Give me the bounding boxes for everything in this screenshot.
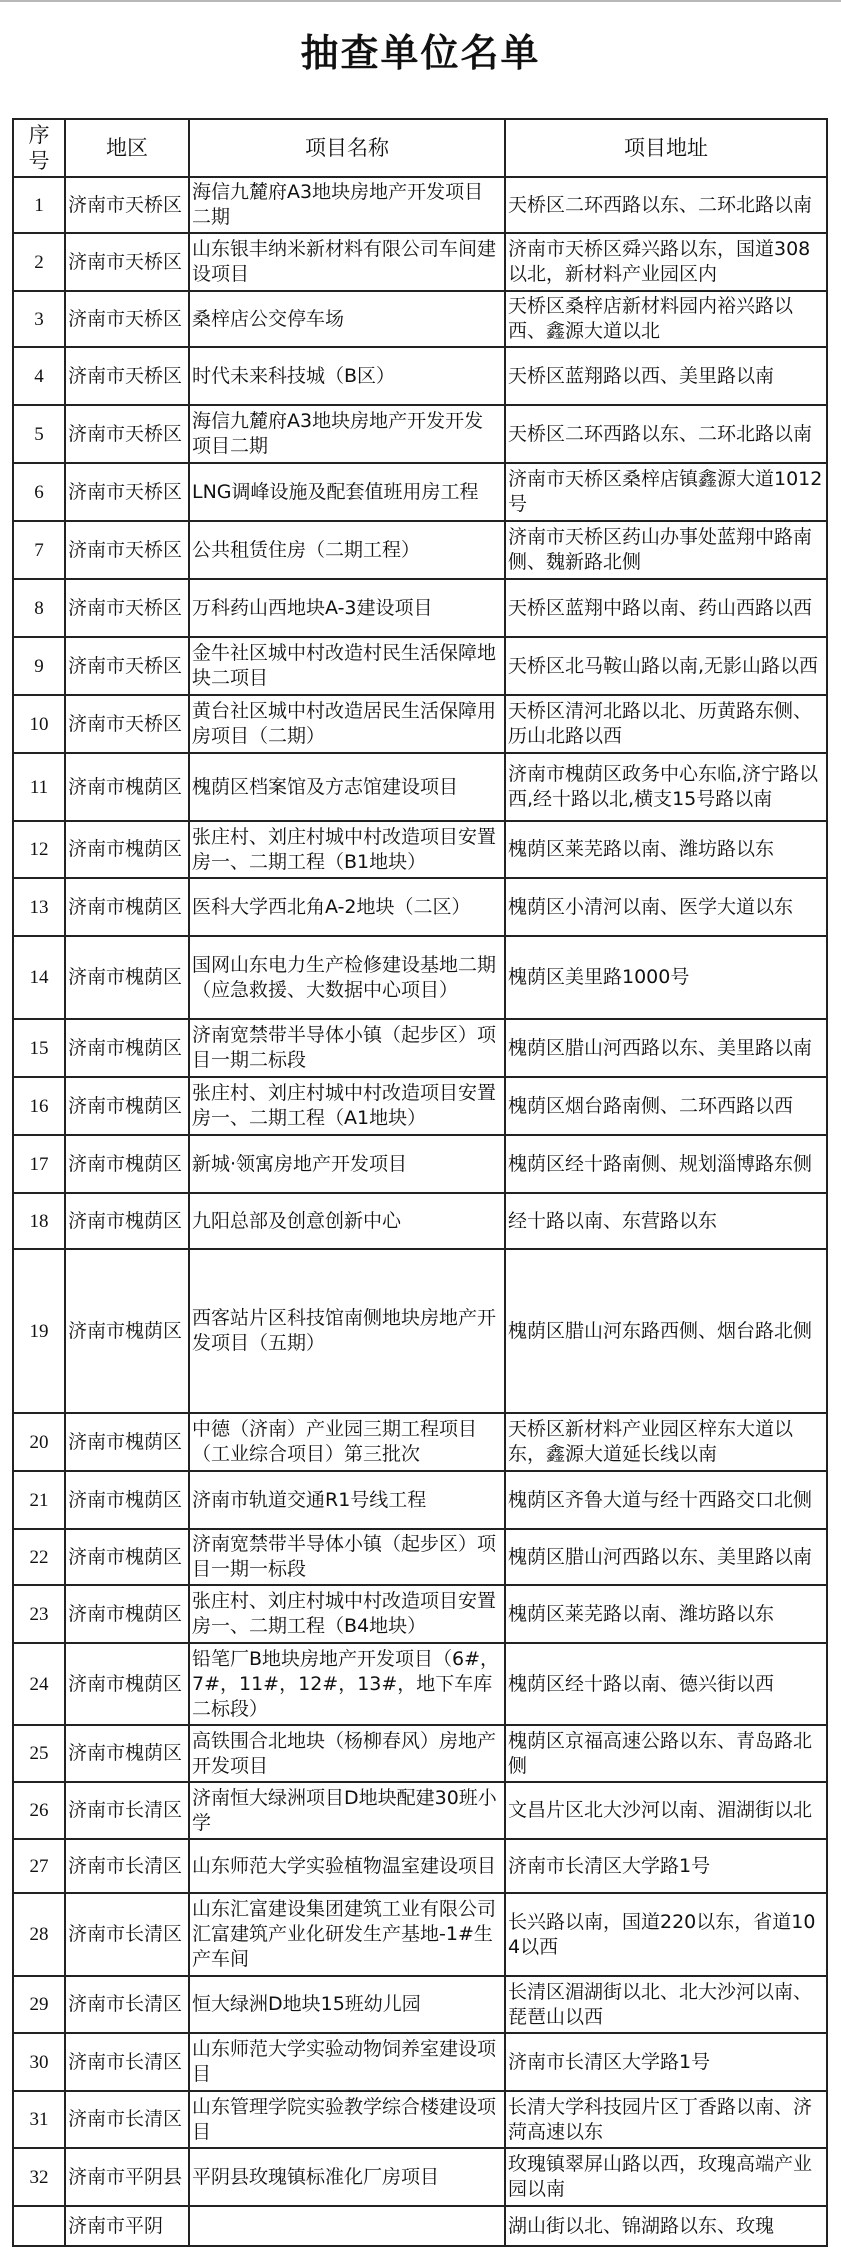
row-project-name	[189, 2206, 505, 2246]
row-region: 济南市槐荫区	[65, 1019, 189, 1077]
row-project-name: 黄台社区城中村改造居民生活保障用房项目（二期）	[189, 695, 505, 753]
row-index: 19	[13, 1249, 65, 1413]
table-row	[13, 1019, 827, 1077]
header-index-label: 序号	[28, 123, 50, 173]
row-project-address: 天桥区新材料产业园区梓东大道以东，鑫源大道延长线以南	[505, 1413, 827, 1471]
row-project-address: 湖山街以北、锦湖路以东、玫瑰	[505, 2206, 827, 2246]
table-row	[13, 1839, 827, 1893]
row-project-address: 槐荫区莱芜路以南、潍坊路以东	[505, 1585, 827, 1643]
table-row	[13, 637, 827, 695]
row-region: 济南市槐荫区	[65, 1585, 189, 1643]
row-project-address: 长清大学科技园片区丁香路以南、济菏高速以东	[505, 2091, 827, 2148]
row-region: 济南市槐荫区	[65, 878, 189, 936]
row-project-address: 天桥区二环西路以东、二环北路以南	[505, 177, 827, 233]
row-project-name: 张庄村、刘庄村城中村改造项目安置房一、二期工程（B4地块）	[189, 1585, 505, 1643]
row-region: 济南市平阴县	[65, 2148, 189, 2206]
table-row	[13, 291, 827, 347]
row-project-address: 济南市天桥区舜兴路以东，国道308以北，新材料产业园区内	[505, 233, 827, 291]
row-project-name: 国网山东电力生产检修建设基地二期（应急救援、大数据中心项目）	[189, 936, 505, 1019]
row-project-name: 万科药山西地块A-3建设项目	[189, 579, 505, 637]
table-row	[13, 2033, 827, 2091]
row-region: 济南市槐荫区	[65, 1413, 189, 1471]
table-row	[13, 405, 827, 463]
row-project-name: 张庄村、刘庄村城中村改造项目安置房一、二期工程（A1地块）	[189, 1077, 505, 1135]
row-region: 济南市槐荫区	[65, 1471, 189, 1529]
row-project-name: 中德（济南）产业园三期工程项目（工业综合项目）第三批次	[189, 1413, 505, 1471]
table-row	[13, 1413, 827, 1471]
row-region: 济南市天桥区	[65, 695, 189, 753]
table-row	[13, 1893, 827, 1976]
row-project-address: 天桥区北马鞍山路以南,无影山路以西	[505, 637, 827, 695]
row-region: 济南市槐荫区	[65, 1725, 189, 1782]
row-region: 济南市槐荫区	[65, 936, 189, 1019]
row-project-name: 高铁围合北地块（杨柳春风）房地产开发项目	[189, 1725, 505, 1782]
row-index: 14	[13, 936, 65, 1019]
table-row	[13, 1471, 827, 1529]
row-project-name: 槐荫区档案馆及方志馆建设项目	[189, 753, 505, 821]
row-region: 济南市平阴	[65, 2206, 189, 2246]
table-row	[13, 821, 827, 878]
table-row	[13, 2206, 827, 2246]
row-project-address: 天桥区蓝翔中路以南、药山西路以西	[505, 579, 827, 637]
row-region: 济南市槐荫区	[65, 821, 189, 878]
row-index: 28	[13, 1893, 65, 1976]
row-region: 济南市槐荫区	[65, 1643, 189, 1725]
row-project-address: 济南市槐荫区政务中心东临,济宁路以西,经十路以北,横支15号路以南	[505, 753, 827, 821]
table-row	[13, 1585, 827, 1643]
row-index: 30	[13, 2033, 65, 2091]
row-index	[13, 2206, 65, 2246]
header-index	[13, 119, 65, 177]
row-project-name: 九阳总部及创意创新中心	[189, 1193, 505, 1249]
row-index: 15	[13, 1019, 65, 1077]
inspection-list-table	[12, 118, 828, 2247]
row-index: 11	[13, 753, 65, 821]
table-row	[13, 2148, 827, 2206]
table-row	[13, 878, 827, 936]
row-region: 济南市长清区	[65, 1976, 189, 2033]
row-index: 32	[13, 2148, 65, 2206]
row-project-address: 济南市天桥区桑梓店镇鑫源大道1012号	[505, 463, 827, 521]
row-region: 济南市长清区	[65, 2091, 189, 2148]
row-region: 济南市天桥区	[65, 233, 189, 291]
row-project-address: 济南市长清区大学路1号	[505, 2033, 827, 2091]
row-project-name: 济南宽禁带半导体小镇（起步区）项目一期一标段	[189, 1529, 505, 1585]
row-project-name: 公共租赁住房（二期工程）	[189, 521, 505, 579]
row-project-address: 槐荫区京福高速公路以东、青岛路北侧	[505, 1725, 827, 1782]
row-project-name: 金牛社区城中村改造村民生活保障地块二项目	[189, 637, 505, 695]
row-project-address: 长清区湄湖街以北、北大沙河以南、琵琶山以西	[505, 1976, 827, 2033]
row-index: 5	[13, 405, 65, 463]
row-project-address: 槐荫区腊山河东路西侧、烟台路北侧	[505, 1249, 827, 1413]
table-row	[13, 1135, 827, 1193]
table-row	[13, 347, 827, 405]
row-region: 济南市槐荫区	[65, 1135, 189, 1193]
row-index: 22	[13, 1529, 65, 1585]
row-index: 12	[13, 821, 65, 878]
row-project-address: 长兴路以南，国道220以东，省道104以西	[505, 1893, 827, 1976]
table-row	[13, 1249, 827, 1413]
table-row	[13, 1725, 827, 1782]
row-project-name: 山东师范大学实验植物温室建设项目	[189, 1839, 505, 1893]
row-project-name: 恒大绿洲D地块15班幼儿园	[189, 1976, 505, 2033]
row-region: 济南市长清区	[65, 1893, 189, 1976]
row-index: 20	[13, 1413, 65, 1471]
row-project-address: 济南市长清区大学路1号	[505, 1839, 827, 1893]
row-project-name: 铅笔厂B地块房地产开发项目（6#，7#，11#，12#，13#，地下车库二标段）	[189, 1643, 505, 1725]
row-project-name: 张庄村、刘庄村城中村改造项目安置房一、二期工程（B1地块）	[189, 821, 505, 878]
row-project-address: 天桥区清河北路以北、历黄路东侧、历山北路以西	[505, 695, 827, 753]
row-index: 23	[13, 1585, 65, 1643]
table-header-row	[13, 119, 827, 177]
row-index: 1	[13, 177, 65, 233]
header-region: 地区	[65, 119, 189, 177]
row-index: 7	[13, 521, 65, 579]
row-index: 10	[13, 695, 65, 753]
row-region: 济南市天桥区	[65, 291, 189, 347]
row-index: 9	[13, 637, 65, 695]
page-title: 抽查单位名单	[300, 31, 541, 75]
table-row	[13, 1529, 827, 1585]
row-index: 25	[13, 1725, 65, 1782]
row-project-address: 经十路以南、东营路以东	[505, 1193, 827, 1249]
row-index: 18	[13, 1193, 65, 1249]
row-project-name: 海信九麓府A3地块房地产开发项目二期	[189, 177, 505, 233]
row-index: 21	[13, 1471, 65, 1529]
row-index: 6	[13, 463, 65, 521]
row-index: 2	[13, 233, 65, 291]
row-index: 29	[13, 1976, 65, 2033]
row-region: 济南市长清区	[65, 1782, 189, 1839]
row-region: 济南市天桥区	[65, 579, 189, 637]
row-index: 31	[13, 2091, 65, 2148]
table-row	[13, 753, 827, 821]
table-row	[13, 695, 827, 753]
table-body	[13, 177, 827, 2246]
row-project-address: 槐荫区美里路1000号	[505, 936, 827, 1019]
row-project-name: 山东师范大学实验动物饲养室建设项目	[189, 2033, 505, 2091]
row-project-name: 医科大学西北角A-2地块（二区）	[189, 878, 505, 936]
row-index: 27	[13, 1839, 65, 1893]
header-project-name: 项目名称	[189, 119, 505, 177]
row-project-address: 玫瑰镇翠屏山路以西，玫瑰高端产业园以南	[505, 2148, 827, 2206]
row-index: 13	[13, 878, 65, 936]
row-index: 17	[13, 1135, 65, 1193]
row-project-name: 济南恒大绿洲项目D地块配建30班小学	[189, 1782, 505, 1839]
row-index: 16	[13, 1077, 65, 1135]
header-project-address: 项目地址	[505, 119, 827, 177]
row-project-name: 新城·领寓房地产开发项目	[189, 1135, 505, 1193]
row-project-address: 槐荫区腊山河西路以东、美里路以南	[505, 1019, 827, 1077]
row-project-address: 济南市天桥区药山办事处蓝翔中路南侧、魏新路北侧	[505, 521, 827, 579]
table-row	[13, 177, 827, 233]
row-region: 济南市天桥区	[65, 405, 189, 463]
row-project-address: 槐荫区小清河以南、医学大道以东	[505, 878, 827, 936]
row-project-address: 槐荫区齐鲁大道与经十西路交口北侧	[505, 1471, 827, 1529]
row-region: 济南市天桥区	[65, 463, 189, 521]
row-project-name: 海信九麓府A3地块房地产开发开发项目二期	[189, 405, 505, 463]
row-index: 3	[13, 291, 65, 347]
table-row	[13, 1643, 827, 1725]
row-region: 济南市槐荫区	[65, 1077, 189, 1135]
table-row	[13, 2091, 827, 2148]
row-project-name: 桑梓店公交停车场	[189, 291, 505, 347]
table-row	[13, 463, 827, 521]
table-row	[13, 521, 827, 579]
row-project-name: 西客站片区科技馆南侧地块房地产开发项目（五期）	[189, 1249, 505, 1413]
table-row	[13, 1193, 827, 1249]
row-project-name: 山东汇富建设集团建筑工业有限公司汇富建筑产业化研发生产基地-1#生产车间	[189, 1893, 505, 1976]
row-region: 济南市长清区	[65, 1839, 189, 1893]
row-project-address: 天桥区桑梓店新材料园内裕兴路以西、鑫源大道以北	[505, 291, 827, 347]
row-region: 济南市天桥区	[65, 347, 189, 405]
row-index: 24	[13, 1643, 65, 1725]
row-project-address: 槐荫区烟台路南侧、二环西路以西	[505, 1077, 827, 1135]
row-project-address: 槐荫区腊山河西路以东、美里路以南	[505, 1529, 827, 1585]
row-region: 济南市长清区	[65, 2033, 189, 2091]
row-project-name: 济南市轨道交通R1号线工程	[189, 1471, 505, 1529]
row-region: 济南市槐荫区	[65, 1529, 189, 1585]
row-region: 济南市天桥区	[65, 521, 189, 579]
row-region: 济南市天桥区	[65, 177, 189, 233]
table-row	[13, 1782, 827, 1839]
row-index: 4	[13, 347, 65, 405]
row-region: 济南市槐荫区	[65, 1249, 189, 1413]
row-project-address: 槐荫区莱芜路以南、潍坊路以东	[505, 821, 827, 878]
row-project-name: 济南宽禁带半导体小镇（起步区）项目一期二标段	[189, 1019, 505, 1077]
row-project-name: 山东银丰纳米新材料有限公司车间建设项目	[189, 233, 505, 291]
table-row	[13, 1976, 827, 2033]
row-project-name: LNG调峰设施及配套值班用房工程	[189, 463, 505, 521]
table-row	[13, 233, 827, 291]
row-project-name: 山东管理学院实验教学综合楼建设项目	[189, 2091, 505, 2148]
row-project-address: 文昌片区北大沙河以南、湄湖街以北	[505, 1782, 827, 1839]
row-project-name: 平阴县玫瑰镇标准化厂房项目	[189, 2148, 505, 2206]
row-region: 济南市槐荫区	[65, 1193, 189, 1249]
row-project-address: 槐荫区经十路南侧、规划淄博路东侧	[505, 1135, 827, 1193]
table-row	[13, 579, 827, 637]
row-region: 济南市天桥区	[65, 637, 189, 695]
row-index: 26	[13, 1782, 65, 1839]
row-region: 济南市槐荫区	[65, 753, 189, 821]
table-row	[13, 1077, 827, 1135]
table-row	[13, 936, 827, 1019]
row-project-address: 槐荫区经十路以南、德兴街以西	[505, 1643, 827, 1725]
top-divider	[0, 0, 841, 2]
row-index: 8	[13, 579, 65, 637]
row-project-name: 时代未来科技城（B区）	[189, 347, 505, 405]
row-project-address: 天桥区蓝翔路以西、美里路以南	[505, 347, 827, 405]
row-project-address: 天桥区二环西路以东、二环北路以南	[505, 405, 827, 463]
